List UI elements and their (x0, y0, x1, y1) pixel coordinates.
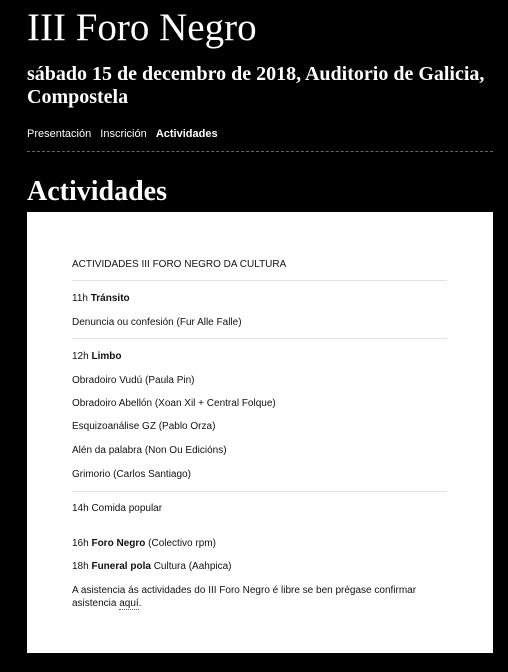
content-area (27, 212, 493, 653)
note-text: A asistencia ás actividades do III Foro Negro é libre se ben prégase confirmar asistencia (72, 585, 417, 609)
attendance-note (72, 584, 447, 610)
session-time: 16h (72, 538, 89, 549)
nav-divider (27, 151, 493, 152)
session-name: Tránsito (90, 293, 130, 304)
session-limbo (72, 350, 121, 363)
session-time: 12h (72, 351, 89, 362)
list-item: Esquizoanálise GZ (Pablo Orza) (72, 421, 216, 432)
nav-item-presentacion[interactable]: Presentación (27, 128, 92, 140)
page-title: Actividades (27, 176, 167, 207)
list-item: Alén da palabra (Non Ou Edicións) (72, 445, 227, 456)
session-funeral (72, 560, 232, 573)
list-item: Obradoiro Vudú (Paula Pin) (72, 375, 195, 386)
session-comida: 14h Comida popular (72, 503, 163, 514)
session-name: Limbo (91, 351, 122, 362)
session-detail: (Colectivo rpm) (148, 538, 216, 549)
main-nav (27, 127, 224, 141)
divider (72, 338, 447, 339)
divider (72, 491, 447, 492)
confirm-link[interactable]: aquí (119, 598, 139, 609)
note-end: . (138, 598, 142, 609)
session-name: Foro Negro (91, 538, 146, 549)
session-transito (72, 292, 130, 305)
site-title[interactable]: III Foro Negro (27, 6, 257, 49)
session-foro-negro (72, 537, 216, 550)
session-time: 11h (72, 293, 88, 304)
list-item: Denuncia ou confesión (Fur Alle Falle) (72, 317, 242, 328)
nav-item-actividades[interactable]: Actividades (155, 128, 218, 140)
list-item: Obradoiro Abellón (Xoan Xil + Central Folque) (72, 398, 276, 409)
session-name: Funeral pola (91, 561, 151, 572)
session-detail: Cultura (Aahpica) (153, 561, 232, 572)
program-heading: ACTIVIDADES III FORO NEGRO DA CULTURA (72, 259, 287, 270)
site-tagline: sábado 15 de decembro de 2018, Auditorio de Galicia, Compostela (27, 63, 485, 108)
list-item: Grimorio (Carlos Santiago) (72, 469, 191, 480)
nav-item-inscricion[interactable]: Inscrición (100, 128, 147, 140)
divider (72, 280, 447, 281)
session-time: 18h (72, 561, 89, 572)
